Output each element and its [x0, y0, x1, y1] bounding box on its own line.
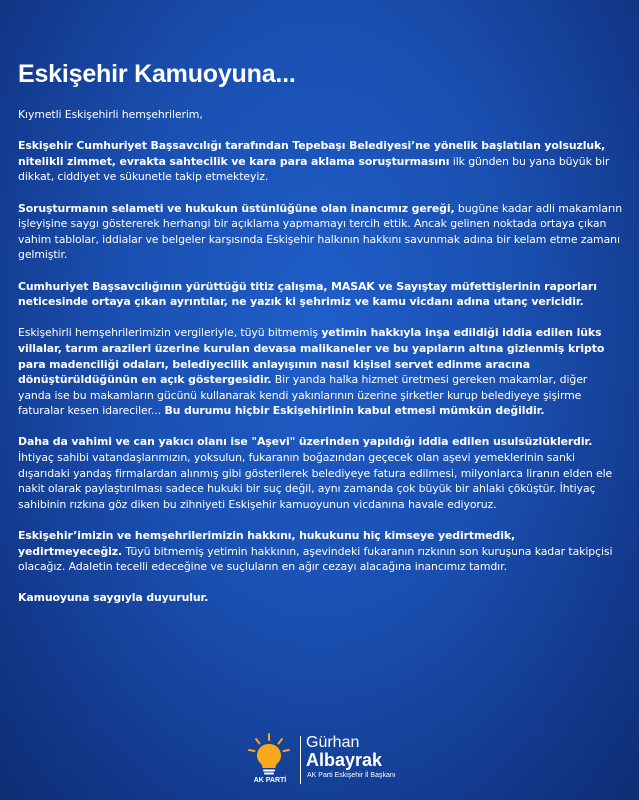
paragraph-3 [18, 279, 622, 310]
paragraph-4-text-2: Bir yanda halka hizmet üretmesi gereken makamlar, diğer yanda ise bu makamların gücünü kullanarak kendi yakınlarının üzerine şirketler kurup belediyeye şişirme faturalar kesen idareciler... [18, 373, 588, 418]
paragraph-1 [18, 138, 622, 185]
paragraph-4-text-1: Eskişehirli hemşehrilerimizin vergileriyle, tüyü bitmemiş [18, 326, 322, 340]
statement-body [18, 107, 622, 622]
paragraph-2-bold: Soruşturmanın selameti ve hukukun üstünlüğüne olan inancımız gereği, [18, 201, 455, 215]
paragraph-4-bold-2: Bu durumu hiçbir Eskişehirlinin kabul etmesi mümkün değildir. [164, 404, 545, 418]
closing-bold: Kamuoyuna saygıyla duyurulur. [18, 591, 209, 605]
signer-last-name: Albayrak [306, 750, 383, 770]
paragraph-6-bold: Eskişehir’imizin ve hemşehrilerimizin hakkını, hukukunu hiç kimseye yedirtmedik, yedirtmeyeceğiz. [18, 529, 516, 558]
paragraph-5-text: İhtiyaç sahibi vatandaşlarımızın, yoksulun, fukaranın boğazından geçecek olan aşevi yemeklerinin sanki dışarıdaki yandaş firmalardan alınmış gibi gösterilerek belediyeye fatura edilmesi, milyonlarca liranın elden ele nakit olarak paylaştırılması sadece hukuki bir suç değil, aynı zamanda çok büyük bir ahlaki çöküştür. İhtiyaç sahibinin rızkına göz diken bu zihniyeti Eskişehir kamuoyunun vicdanına havale ediyoruz. [18, 451, 613, 511]
signature-block [246, 732, 446, 788]
paragraph-2-text: bugüne kadar adli makamların işleyişine saygı göstererek herhangi bir açıklama yapmamayı tercih ettik. Ancak gelinen noktada ortaya çıkan vahim tablolar, iddialar ve belgeler karşısında Eskişehir halkının hakkını savunmak adına bir kelam etme zamanı gelmiştir. [18, 201, 623, 262]
paragraph-6-text: Tüyü bitmemiş yetimin hakkının, aşevindeki fukaranın rızkının son kuruşuna kadar takipçisi olacağız. Adaletin tecelli edeceğine ve suçluların en ağır cezayı alacağına inancımız tamdır. [18, 544, 613, 574]
logo-text: AK PARTİ [253, 777, 287, 784]
paragraph-1-text: ilk günden bu yana büyük bir dikkat, ciddiyet ve sükunetle takip etmekteyiz. [18, 154, 610, 184]
paragraph-5-bold: Daha da vahimi ve can yakıcı olanı ise "Aşevi" üzerinden yapıldığı iddia edilen usulsüzlüklerdir. [18, 435, 593, 449]
signer-first-name: Gürhan [306, 734, 360, 751]
ak-parti-logo [246, 732, 292, 788]
paragraph-6 [18, 528, 622, 575]
salutation: Kıymetli Eskişehirli hemşehrilerim, [18, 108, 203, 121]
lightbulb-icon [246, 732, 292, 778]
divider [300, 736, 301, 784]
page-title: Eskişehir Kamuoyuna... [18, 60, 296, 88]
signer-role: AK Parti Eskişehir İl Başkanı [307, 772, 396, 779]
paragraph-5 [18, 434, 622, 512]
paragraph-2 [18, 201, 622, 263]
paragraph-3-bold: Cumhuriyet Başsavcılığının yürüttüğü titiz çalışma, MASAK ve Sayıştay müfettişlerinin raporları neticesinde ortaya çıkan ayrıntılar, ne yazık ki şehrimiz ve kamu vicdanı adına utanç vericidir. [18, 279, 597, 309]
paragraph-4 [18, 325, 622, 419]
closing-line [18, 590, 622, 606]
paragraph-1-bold: Eskişehir Cumhuriyet Başsavcılığı tarafından Tepebaşı Belediyesi’ne yönelik başlatılan yolsuzluk, nitelikli zimmet, evrakta sahtecilik ve kara para aklama soruşturmasını [18, 139, 606, 168]
paragraph-4-bold-1: yetimin hakkıyla inşa edildiği iddia edilen lüks villalar, tarım arazileri üzerine kurulan devasa malikaneler ve bu yapıların altına gizlenmiş kripto para madenciliği odaları, belediyecilik anlayışının nasıl kişisel servet edinme aracına dönüştürüldüğünün en açık göstergesidir. [18, 326, 605, 387]
